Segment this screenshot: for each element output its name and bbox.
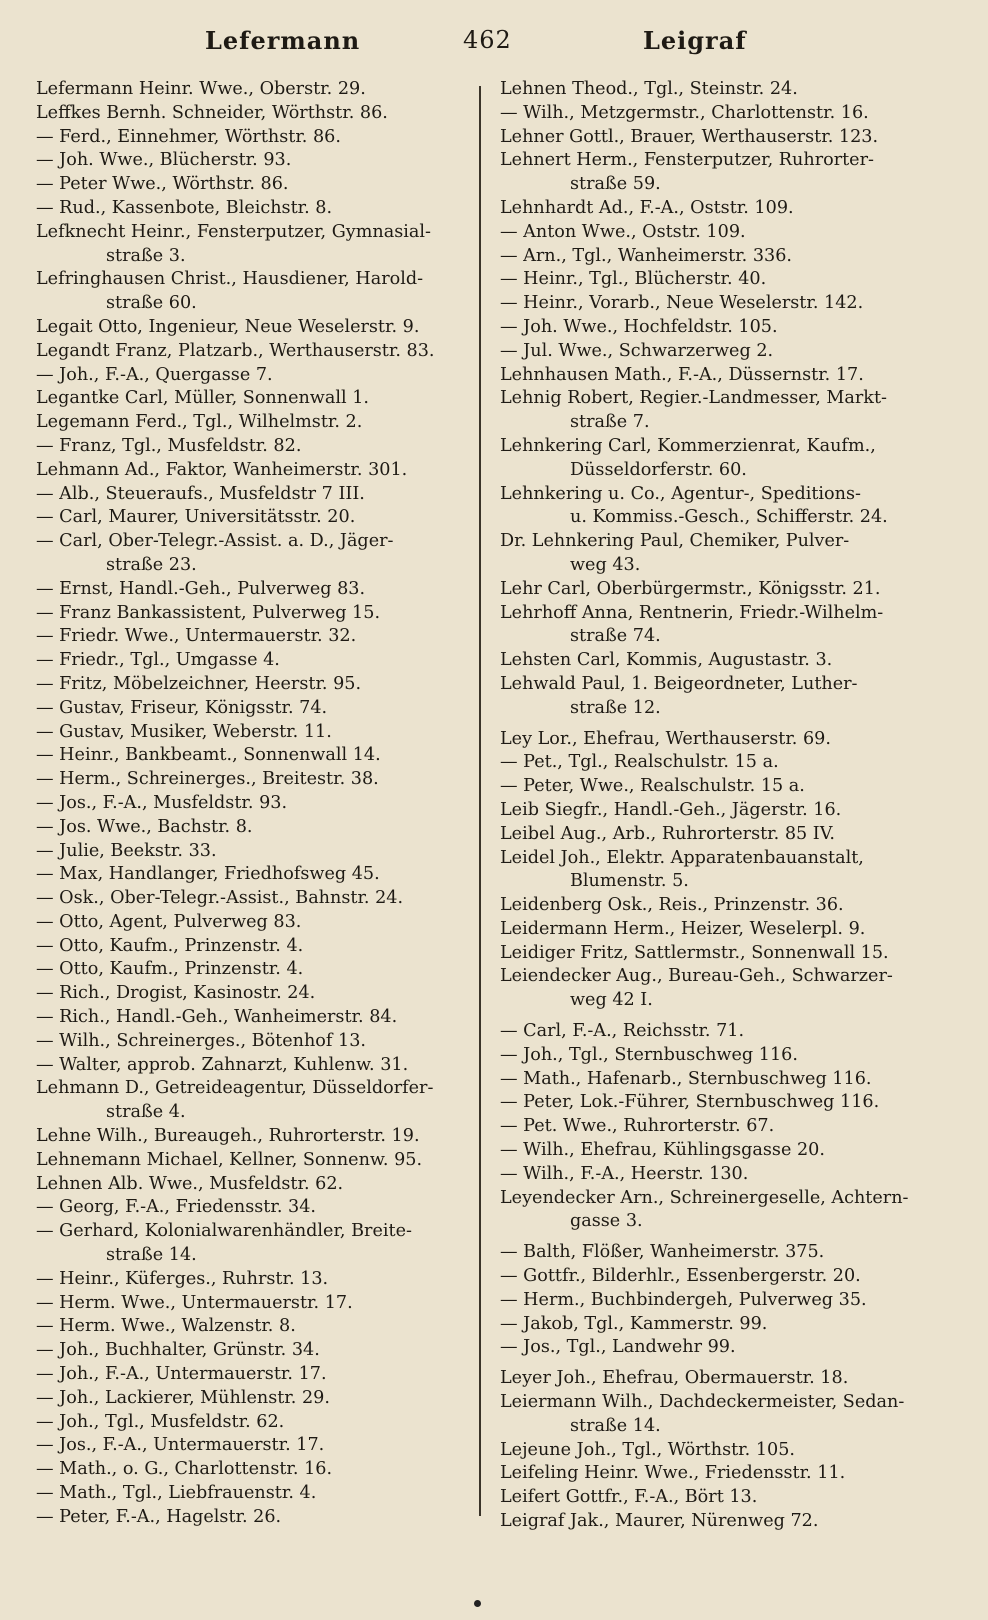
entry-text: — Otto, Kaufm., Prinzenstr. 4.: [36, 959, 304, 980]
directory-entry: [36, 126, 476, 150]
directory-entry: [500, 1391, 958, 1439]
directory-entry: [500, 268, 958, 292]
entry-text: — Osk., Ober-Telegr.-Assist., Bahnstr. 24.: [36, 888, 404, 909]
directory-entry: [36, 863, 476, 887]
entry-continuation: straße 4.: [106, 1102, 186, 1123]
directory-entry: [500, 649, 958, 673]
directory-entry: [500, 1139, 958, 1163]
directory-entry: [500, 965, 958, 1013]
directory-entry: [36, 649, 476, 673]
entry-text: — Herm., Buchbindergeh, Pulverweg 35.: [500, 1289, 867, 1310]
directory-entry: [36, 221, 476, 269]
directory-entry: [36, 1220, 476, 1268]
entry-text: — Otto, Agent, Pulverweg 83.: [36, 911, 302, 932]
directory-entry: [36, 935, 476, 959]
directory-entry: [500, 1241, 958, 1265]
directory-entry: [36, 578, 476, 602]
page-header: [0, 26, 988, 66]
directory-entry: [500, 942, 958, 966]
entry-continuation: straße 59.: [570, 174, 661, 195]
directory-entry: [500, 918, 958, 942]
entry-text: Leffkes Bernh. Schneider, Wörthstr. 86.: [36, 102, 388, 123]
entry-text: — Peter Wwe., Wörthstr. 86.: [36, 174, 289, 195]
entry-text: — Friedr., Tgl., Umgasse 4.: [36, 650, 280, 671]
entry-continuation: straße 23.: [106, 554, 197, 575]
directory-entry: [36, 1506, 476, 1530]
entry-continuation: weg 42 I.: [570, 990, 653, 1011]
directory-entry: [36, 102, 476, 126]
directory-entry: [500, 245, 958, 269]
entry-text: Lehmann D., Getreideagentur, Düsseldorfer-: [36, 1078, 434, 1099]
entry-text: — Joh. Wwe., Hochfeldstr. 105.: [500, 316, 778, 337]
entry-text: Ley Lor., Ehefrau, Werthauserstr. 69.: [500, 728, 831, 749]
directory-entry: [36, 530, 476, 578]
directory-entry: [500, 149, 958, 197]
directory-entry: [36, 982, 476, 1006]
entry-text: Lehwald Paul, 1. Beigeordneter, Luther-: [500, 673, 858, 694]
entry-text: Leib Siegfr., Handl.-Geh., Jägerstr. 16.: [500, 799, 842, 820]
entry-text: Lehnig Robert, Regier.-Landmesser, Markt-: [500, 388, 887, 409]
entry-text: Leidermann Herm., Heizer, Weselerpl. 9.: [500, 918, 866, 939]
directory-entry: [36, 721, 476, 745]
entry-text: — Herm. Wwe., Walzenstr. 8.: [36, 1316, 296, 1337]
entry-text: — Peter, Wwe., Realschulstr. 15 a.: [500, 776, 805, 797]
directory-entry: [500, 1044, 958, 1068]
entry-text: — Balth, Flößer, Wanheimerstr. 375.: [500, 1242, 825, 1263]
entry-text: — Wilh., Metzgermstr., Charlottenstr. 16.: [500, 102, 869, 123]
entry-text: Lehnen Theod., Tgl., Steinstr. 24.: [500, 79, 798, 99]
entry-text: Leigraf Jak., Maurer, Nürenweg 72.: [500, 1511, 819, 1532]
entry-text: — Joh., F.-A., Quergasse 7.: [36, 364, 273, 385]
entry-text: — Julie, Beekstr. 33.: [36, 840, 217, 861]
directory-entry: [36, 268, 476, 316]
entry-text: Lehnert Herm., Fensterputzer, Ruhrorter-: [500, 150, 874, 171]
directory-entry: [36, 744, 476, 768]
entry-text: Lehnen Alb. Wwe., Musfeldstr. 62.: [36, 1173, 344, 1194]
entry-text: — Joh. Wwe., Blücherstr. 93.: [36, 150, 292, 171]
entry-text: — Wilh., Ehefrau, Kühlingsgasse 20.: [500, 1140, 825, 1161]
entry-text: — Pet. Wwe., Ruhrorterstr. 67.: [500, 1116, 775, 1137]
directory-entry: [500, 1187, 958, 1235]
directory-entry: [36, 1482, 476, 1506]
directory-entry: [36, 1292, 476, 1316]
directory-entry: [500, 483, 958, 531]
entry-text: — Peter, Lok.-Führer, Sternbuschweg 116.: [500, 1092, 880, 1113]
entry-text: — Joh., Tgl., Musfeldstr. 62.: [36, 1411, 285, 1432]
directory-entry: [36, 78, 476, 102]
entry-text: — Carl, F.-A., Reichsstr. 71.: [500, 1021, 745, 1042]
directory-entry: [500, 530, 958, 578]
entry-text: — Math., Tgl., Liebfrauenstr. 4.: [36, 1483, 317, 1504]
entry-text: — Arn., Tgl., Wanheimerstr. 336.: [500, 245, 792, 266]
directory-entry: [500, 1020, 958, 1044]
entry-text: Leidel Joh., Elektr. Apparatenbauanstalt,: [500, 847, 864, 868]
entry-text: — Fritz, Möbelzeichner, Heerstr. 95.: [36, 673, 362, 694]
directory-entry: [500, 364, 958, 388]
directory-entry: [36, 1054, 476, 1078]
directory-entry: [36, 887, 476, 911]
entry-continuation: straße 60.: [106, 293, 197, 314]
directory-entry: [36, 340, 476, 364]
entry-text: Lefermann Heinr. Wwe., Oberstr. 29.: [36, 79, 366, 99]
directory-entry: [500, 602, 958, 650]
entry-text: Lehnemann Michael, Kellner, Sonnenw. 95.: [36, 1149, 423, 1170]
directory-entry: [500, 292, 958, 316]
directory-entry: [500, 1163, 958, 1187]
entry-text: Lehne Wilh., Bureaugeh., Ruhrorterstr. 19.: [36, 1126, 420, 1147]
entry-continuation: straße 14.: [570, 1415, 661, 1436]
directory-entry: [36, 1411, 476, 1435]
entry-text: Leifert Gottfr., F.-A., Bört 13.: [500, 1487, 758, 1508]
directory-entry: [36, 197, 476, 221]
entry-text: — Joh., Buchhalter, Grünstr. 34.: [36, 1340, 320, 1361]
directory-entry: [500, 387, 958, 435]
entry-text: Lehnkering Carl, Kommerzienrat, Kaufm.,: [500, 435, 876, 456]
directory-entry: [500, 316, 958, 340]
directory-entry: [500, 1462, 958, 1486]
directory-entry: [500, 78, 958, 102]
entry-text: — Wilh., F.-A., Heerstr. 130.: [500, 1163, 749, 1184]
directory-entry: [36, 673, 476, 697]
directory-entry: [500, 221, 958, 245]
directory-entry: [36, 792, 476, 816]
directory-entry: [500, 197, 958, 221]
page-number: 462: [463, 26, 512, 54]
entry-continuation: straße 3.: [106, 245, 186, 266]
entry-continuation: straße 14.: [106, 1245, 197, 1266]
directory-entry: [500, 102, 958, 126]
directory-entry: [36, 768, 476, 792]
entry-text: — Rich., Drogist, Kasinostr. 24.: [36, 983, 316, 1004]
entry-text: — Gottfr., Bilderhlr., Essenbergerstr. 20.: [500, 1266, 861, 1287]
directory-entry: [500, 751, 958, 775]
entry-text: — Georg, F.-A., Friedensstr. 34.: [36, 1197, 317, 1218]
entry-text: — Herm., Schreinerges., Breitestr. 38.: [36, 769, 379, 790]
entry-text: Lehr Carl, Oberbürgermstr., Königsstr. 21.: [500, 578, 881, 599]
directory-entry: [36, 1196, 476, 1220]
directory-entry: [500, 435, 958, 483]
directory-entry: [36, 958, 476, 982]
entry-text: — Carl, Maurer, Universitätsstr. 20.: [36, 507, 356, 528]
entry-text: — Gustav, Friseur, Königsstr. 74.: [36, 697, 328, 718]
entry-continuation: Düsseldorferstr. 60.: [570, 459, 747, 480]
directory-entry: [500, 1265, 958, 1289]
directory-entry: [500, 673, 958, 721]
entry-text: — Joh., Lackierer, Mühlenstr. 29.: [36, 1387, 330, 1408]
directory-entry: [500, 1510, 958, 1534]
entry-text: — Jos., F.-A., Musfeldstr. 93.: [36, 792, 288, 813]
entry-text: — Friedr. Wwe., Untermauerstr. 32.: [36, 626, 357, 647]
directory-entry: [500, 1336, 958, 1360]
entry-continuation: weg 43.: [570, 554, 641, 575]
directory-entry: [36, 506, 476, 530]
directory-entry: [36, 1173, 476, 1197]
entry-text: — Max, Handlanger, Friedhofsweg 45.: [36, 864, 380, 885]
directory-entry: [36, 816, 476, 840]
entry-text: Lefknecht Heinr., Fensterputzer, Gymnasial-: [36, 221, 431, 242]
directory-entry: [36, 149, 476, 173]
directory-entry: [36, 1149, 476, 1173]
entry-text: — Heinr., Küferges., Ruhrstr. 13.: [36, 1268, 329, 1289]
directory-entry: [500, 847, 958, 895]
entry-continuation: straße 74.: [570, 626, 661, 647]
entry-text: — Rud., Kassenbote, Bleichstr. 8.: [36, 197, 333, 218]
directory-entry: [500, 578, 958, 602]
entry-text: — Rich., Handl.-Geh., Wanheimerstr. 84.: [36, 1007, 398, 1028]
directory-entry: [500, 1367, 958, 1391]
entry-text: Lejeune Joh., Tgl., Wörthstr. 105.: [500, 1439, 796, 1460]
directory-entry: [36, 1458, 476, 1482]
entry-text: Lehnhausen Math., F.-A., Düssernstr. 17.: [500, 364, 864, 385]
entry-text: — Gustav, Musiker, Weberstr. 11.: [36, 721, 332, 742]
directory-entry: [36, 1006, 476, 1030]
directory-entry: [36, 1434, 476, 1458]
entry-text: Dr. Lehnkering Paul, Chemiker, Pulver-: [500, 531, 850, 552]
header-right-name: Leigraf: [643, 26, 747, 55]
directory-entry: [36, 840, 476, 864]
entry-text: — Franz Bankassistent, Pulverweg 15.: [36, 602, 381, 623]
entry-text: Lehnhardt Ad., F.-A., Oststr. 109.: [500, 197, 794, 218]
entry-text: — Otto, Kaufm., Prinzenstr. 4.: [36, 935, 304, 956]
entry-text: — Pet., Tgl., Realschulstr. 15 a.: [500, 752, 779, 773]
entry-text: — Jakob, Tgl., Kammerstr. 99.: [500, 1313, 768, 1334]
entry-text: — Anton Wwe., Oststr. 109.: [500, 221, 746, 242]
directory-entry: [36, 911, 476, 935]
entry-text: Lehmann Ad., Faktor, Wanheimerstr. 301.: [36, 459, 408, 480]
directory-entry: [500, 894, 958, 918]
directory-entry: [36, 1125, 476, 1149]
entry-text: Lehnkering u. Co., Agentur-, Speditions-: [500, 483, 861, 504]
directory-entry: [36, 697, 476, 721]
entry-text: — Gerhard, Kolonialwarenhändler, Breite-: [36, 1221, 412, 1242]
directory-entry: [500, 1068, 958, 1092]
entry-text: — Joh., Tgl., Sternbuschweg 116.: [500, 1044, 798, 1065]
directory-entry: [36, 411, 476, 435]
entry-text: Lehrhoff Anna, Rentnerin, Friedr.-Wilhelm-: [500, 602, 884, 623]
directory-entry: [500, 1289, 958, 1313]
print-dot: [474, 1600, 481, 1607]
entry-text: Legantke Carl, Müller, Sonnenwall 1.: [36, 388, 369, 409]
entry-text: — Heinr., Vorarb., Neue Weselerstr. 142.: [500, 293, 864, 314]
directory-entry: [36, 602, 476, 626]
entry-text: — Peter, F.-A., Hagelstr. 26.: [36, 1506, 282, 1527]
directory-entry: [500, 1439, 958, 1463]
directory-entry: [500, 1115, 958, 1139]
directory-entry: [36, 1387, 476, 1411]
directory-entry: [500, 1091, 958, 1115]
entry-text: — Heinr., Bankbeamt., Sonnenwall 14.: [36, 745, 381, 766]
entry-text: Legait Otto, Ingenieur, Neue Weselerstr. 9.: [36, 316, 420, 337]
left-column: [36, 78, 476, 1530]
directory-entry: [500, 1313, 958, 1337]
directory-entry: [36, 1339, 476, 1363]
entry-continuation: gasse 3.: [570, 1211, 643, 1232]
directory-entry: [36, 387, 476, 411]
entry-text: Legandt Franz, Platzarb., Werthauserstr. 83.: [36, 340, 435, 361]
directory-entry: [500, 1486, 958, 1510]
entry-text: — Jos. Wwe., Bachstr. 8.: [36, 816, 253, 837]
directory-entry: [36, 173, 476, 197]
entry-text: — Wilh., Schreinerges., Bötenhof 13.: [36, 1030, 366, 1051]
directory-entry: [36, 364, 476, 388]
directory-entry: [36, 1030, 476, 1054]
entry-text: — Franz, Tgl., Musfeldstr. 82.: [36, 435, 302, 456]
directory-entry: [36, 1363, 476, 1387]
entry-continuation: u. Kommiss.-Gesch., Schifferstr. 24.: [570, 507, 888, 528]
entry-text: Leyendecker Arn., Schreinergeselle, Achtern-: [500, 1187, 909, 1208]
entry-text: Leiermann Wilh., Dachdeckermeister, Sedan-: [500, 1392, 905, 1413]
directory-entry: [36, 459, 476, 483]
entry-text: Leifeling Heinr. Wwe., Friedensstr. 11.: [500, 1463, 846, 1484]
right-column: [500, 78, 958, 1534]
entry-text: — Ernst, Handl.-Geh., Pulverweg 83.: [36, 578, 366, 599]
entry-text: — Ferd., Einnehmer, Wörthstr. 86.: [36, 126, 341, 147]
entry-text: Leyer Joh., Ehefrau, Obermauerstr. 18.: [500, 1368, 849, 1389]
directory-entry: [36, 483, 476, 507]
entry-text: — Jos., F.-A., Untermauerstr. 17.: [36, 1435, 325, 1456]
directory-entry: [500, 775, 958, 799]
entry-text: — Herm. Wwe., Untermauerstr. 17.: [36, 1292, 353, 1313]
directory-entry: [500, 340, 958, 364]
entry-text: — Joh., F.-A., Untermauerstr. 17.: [36, 1364, 327, 1385]
directory-entry: [36, 1268, 476, 1292]
directory-entry: [36, 316, 476, 340]
entry-text: Lefringhausen Christ., Hausdiener, Harold-: [36, 269, 424, 290]
directory-entry: [500, 823, 958, 847]
header-left-name: Lefermann: [205, 26, 361, 55]
entry-text: Legemann Ferd., Tgl., Wilhelmstr. 2.: [36, 412, 363, 433]
entry-text: Lehsten Carl, Kommis, Augustastr. 3.: [500, 650, 833, 671]
entry-text: Lehner Gottl., Brauer, Werthauserstr. 123.: [500, 126, 879, 147]
entry-text: — Math., Hafenarb., Sternbuschweg 116.: [500, 1068, 872, 1089]
entry-text: — Alb., Steueraufs., Musfeldstr 7 III.: [36, 483, 365, 504]
entry-continuation: Blumenstr. 5.: [570, 871, 689, 892]
entry-text: — Jul. Wwe., Schwarzerweg 2.: [500, 340, 774, 361]
entry-text: — Math., o. G., Charlottenstr. 16.: [36, 1459, 333, 1480]
directory-entry: [36, 435, 476, 459]
column-divider: [479, 86, 481, 1516]
entry-text: — Carl, Ober-Telegr.-Assist. a. D., Jäger-: [36, 531, 394, 552]
entry-text: Leidiger Fritz, Sattlermstr., Sonnenwall 15.: [500, 942, 889, 963]
directory-entry: [500, 728, 958, 752]
directory-entry: [36, 1077, 476, 1125]
directory-entry: [36, 625, 476, 649]
directory-entry: [500, 126, 958, 150]
entry-text: — Walter, approb. Zahnarzt, Kuhlenw. 31.: [36, 1054, 409, 1075]
entry-text: Leiendecker Aug., Bureau-Geh., Schwarzer-: [500, 966, 893, 987]
entry-text: — Jos., Tgl., Landwehr 99.: [500, 1337, 736, 1358]
entry-continuation: straße 12.: [570, 697, 661, 718]
entry-text: Leibel Aug., Arb., Ruhrorterstr. 85 IV.: [500, 823, 835, 844]
entry-text: Leidenberg Osk., Reis., Prinzenstr. 36.: [500, 895, 844, 916]
entry-text: — Heinr., Tgl., Blücherstr. 40.: [500, 269, 767, 290]
entry-continuation: straße 7.: [570, 412, 650, 433]
directory-entry: [500, 799, 958, 823]
directory-entry: [36, 1315, 476, 1339]
